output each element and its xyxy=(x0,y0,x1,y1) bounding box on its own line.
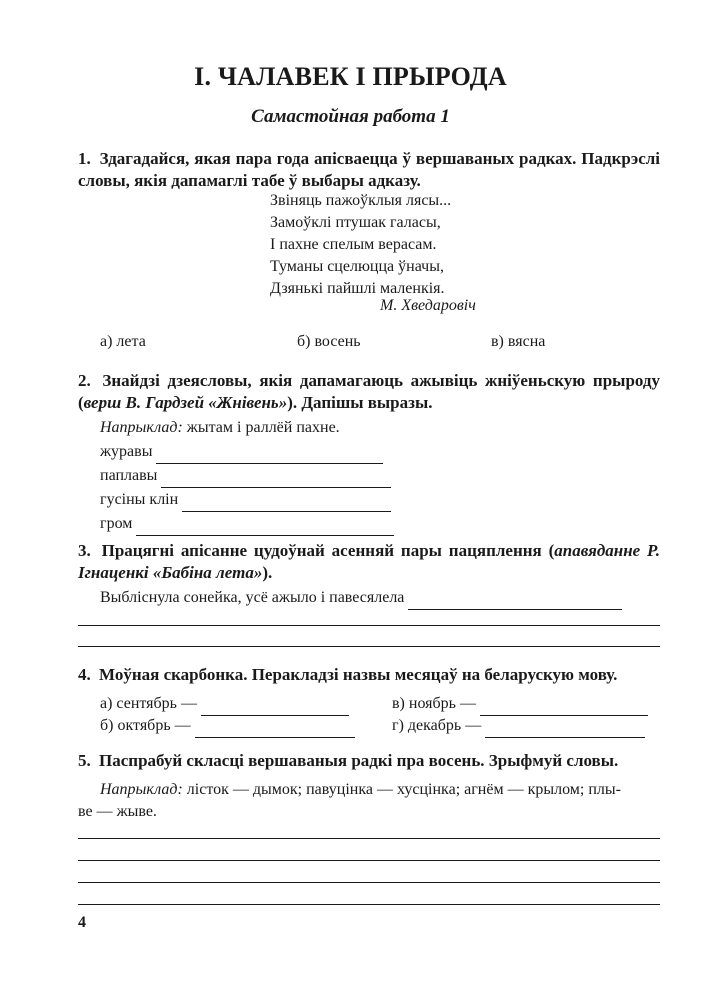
word-row xyxy=(100,512,394,536)
page-number: 4 xyxy=(78,914,86,931)
example-label: Напрыклад: xyxy=(100,419,183,436)
month-row xyxy=(100,714,355,738)
example-text: жытам і раллёй пахне. xyxy=(182,419,340,436)
task-3-text-part1: Працягні апісанне цудоўнай асенняй пары пацяплення ( xyxy=(101,541,555,560)
task-4-text: Моўная скарбонка. Перакладзі назвы месяцаў на беларускую мову. xyxy=(99,665,618,684)
month-label: а) сентябрь — xyxy=(100,695,197,712)
task-5-text: Паспрабуй скласці вершаваныя радкі пра восень. Зрыфмуй словы. xyxy=(99,751,619,770)
word-label: журавы xyxy=(100,443,153,460)
task-3-start-text: Выбліснула сонейка, усё ажыло і павесялела xyxy=(100,589,405,606)
word-label: гром xyxy=(100,515,133,532)
task-1-number: 1. xyxy=(78,149,91,168)
answer-blank[interactable] xyxy=(195,720,355,738)
task-1-heading xyxy=(78,148,660,192)
poem-line: І пахне спелым верасам. xyxy=(270,236,437,253)
task-4-number: 4. xyxy=(78,665,91,684)
task-3-number: 3. xyxy=(78,541,91,560)
task-3-start-row xyxy=(100,586,622,610)
answer-blank[interactable] xyxy=(408,592,622,610)
month-label: г) декабрь — xyxy=(392,717,482,734)
example-label: Напрыклад: xyxy=(100,781,183,798)
poem-author: М. Хведаровіч xyxy=(380,297,476,314)
word-row xyxy=(100,440,394,464)
month-label: в) ноябрь — xyxy=(392,695,476,712)
task-2-text-part1: Знайдзі дзеясловы, якія дапамагаюць ажывіць жніўеньскую прыроду ( xyxy=(78,371,661,412)
month-row xyxy=(100,692,349,716)
poem-line: Туманы сцелюцца ўначы, xyxy=(270,258,444,275)
answer-line[interactable] xyxy=(78,882,660,883)
month-row xyxy=(392,692,648,716)
answer-line[interactable] xyxy=(78,838,660,839)
task-5-example-cont: ве — жыве. xyxy=(78,803,157,820)
task-2-word-list xyxy=(100,440,394,536)
answer-line[interactable] xyxy=(78,625,660,626)
task-2-source: верш В. Гардзей «Жнівень» xyxy=(83,393,288,412)
task-2-text-part2: ). Дапішы выразы. xyxy=(287,393,433,412)
task-2-heading xyxy=(78,370,660,414)
chapter-title: I. ЧАЛАВЕК І ПРЫРОДА xyxy=(194,62,507,91)
answer-blank[interactable] xyxy=(156,446,383,464)
answer-option-b[interactable]: б) восень xyxy=(297,333,361,350)
answer-blank[interactable] xyxy=(161,470,391,488)
answer-blank[interactable] xyxy=(182,494,391,512)
month-row xyxy=(392,714,645,738)
answer-blank[interactable] xyxy=(136,518,394,536)
month-item xyxy=(100,714,355,738)
task-4-heading xyxy=(78,664,660,686)
example-text: лісток — дымок; павуцінка — хусцінка; агнём — крылом; плы- xyxy=(182,781,621,798)
month-item xyxy=(392,714,645,738)
task-2-example xyxy=(100,416,340,440)
task-5-number: 5. xyxy=(78,751,91,770)
task-1-text: Здагадайся, якая пара года апісваецца ў вершаваных радках. Падкрэслі словы, якія дапамаглі табе ў выбары адказу. xyxy=(78,149,661,190)
task-3-text-part2: ). xyxy=(262,563,273,582)
poem-line: Звіняць пажоўклыя лясы... xyxy=(270,192,452,209)
month-item xyxy=(392,692,648,716)
answer-line[interactable] xyxy=(78,646,660,647)
word-label: паплавы xyxy=(100,467,158,484)
word-row xyxy=(100,464,394,488)
word-label: гусіны клін xyxy=(100,491,179,508)
answer-option-a[interactable]: а) лета xyxy=(100,333,146,350)
answer-line[interactable] xyxy=(78,860,660,861)
task-5-heading xyxy=(78,750,660,772)
answer-line[interactable] xyxy=(78,904,660,905)
answer-option-c[interactable]: в) вясна xyxy=(491,333,546,350)
task-5-example xyxy=(100,778,660,802)
answer-blank[interactable] xyxy=(485,720,645,738)
month-label: б) октябрь — xyxy=(100,717,191,734)
poem-line: Замоўклі птушак галасы, xyxy=(270,214,441,231)
task-3-heading xyxy=(78,540,660,584)
word-row xyxy=(100,488,394,512)
task-2-number: 2. xyxy=(78,371,91,390)
section-title: Самастойная работа 1 xyxy=(251,106,450,127)
start-line xyxy=(100,586,622,610)
month-item xyxy=(100,692,349,716)
poem-line: Дзянькі пайшлі маленкія. xyxy=(270,280,445,297)
task-3-source: апавяданне Р. Ігнаценкі «Бабіна лета» xyxy=(78,541,660,582)
poem xyxy=(270,190,451,300)
